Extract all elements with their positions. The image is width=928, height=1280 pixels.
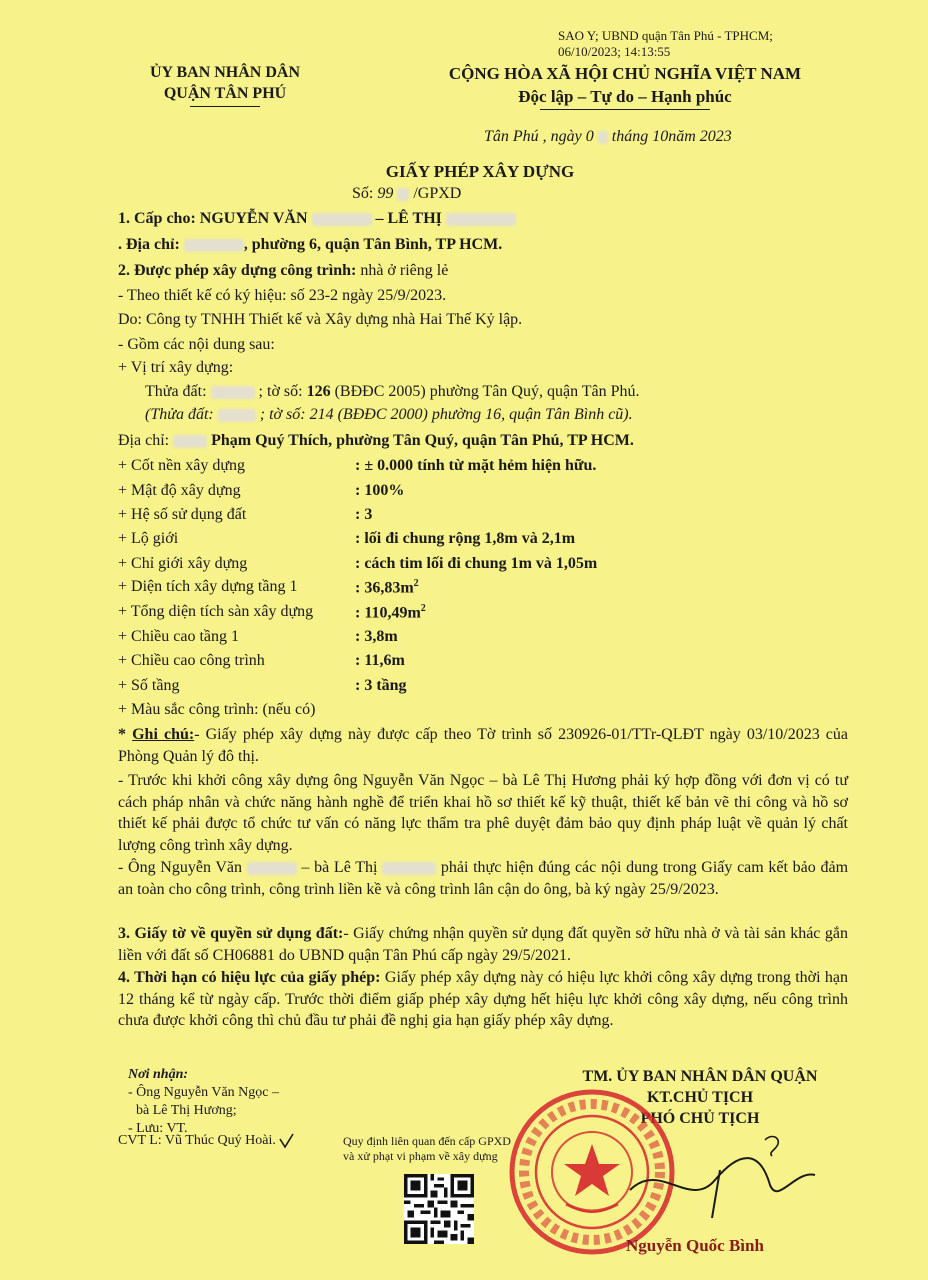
redacted-block — [598, 131, 608, 144]
agency-underline — [190, 106, 260, 107]
note-star: * — [118, 726, 126, 743]
spec-label: + Diện tích xây dựng tầng 1 — [118, 578, 298, 595]
nation-name: CỘNG HÒA XÃ HỘI CHỦ NGHĨA VIỆT NAM — [448, 64, 802, 83]
section-2-label: 2. Được phép xây dựng công trình: — [118, 262, 357, 279]
recipients-title: Nơi nhận: — [128, 1067, 189, 1082]
spec-label: + Cốt nền xây dựng — [118, 457, 246, 474]
lot-label: Thửa đất: — [145, 383, 207, 400]
spec-unit-sup: 2 — [413, 578, 419, 589]
redacted-block — [218, 409, 256, 422]
date-month-label: tháng — [611, 128, 649, 145]
signature-line2: KT.CHỦ TỊCH — [646, 1089, 754, 1106]
section-3-text: - Giấy chứng nhận quyền sử dụng đất quyền sở hữu nhà ở và tài sản khác gắn liền với đất số CH06881 do UBND quận Tân Phú cấp ngày 29/5/2021. — [118, 925, 848, 964]
clerk-name: CVT L: Vũ Thúc Quý Hoài. — [118, 1133, 276, 1149]
note-paragraph-2: - Trước khi khởi công xây dựng ông Nguyễn Văn Ngọc – bà Lê Thị Hương phải ký hợp đồng với đơn vị có tư cách pháp nhân và chức năng hành nghề để triển khai hồ sơ thiết kế kỹ thuật, thiết kế bản vẽ thi công và hồ sơ thiết kế phải được tổ chức tư vấn có năng lực thẩm tra phê duyệt đảm bảo quy định pháp luật về quản lý chất lượng công trình xây dựng. — [118, 772, 848, 854]
address-label: . Địa chỉ: — [118, 236, 180, 253]
section-2-heading — [118, 262, 448, 280]
qr-caption-line1: Quy định liên quan đến cấp GPXD — [343, 1134, 511, 1148]
section-4-text: Giấy phép xây dựng này có hiệu lực khởi công xây dựng trong thời hạn 12 tháng kể từ ngày cấp. Trước thời điểm giấp phép xây dựng hết hiệu lực khởi công xây dựng, nếu công trình chưa được khởi công thì chủ đầu tư phải đề nghị gia hạn giấy phép xây dựng. — [118, 969, 849, 1029]
spec-value: : cách tim lối đi chung 1m và 1,05m — [355, 555, 598, 572]
date-prefix: Tân Phú , ngày — [484, 128, 582, 145]
section-4 — [118, 967, 848, 1032]
redacted-block — [211, 386, 255, 399]
grantee-name-b: – LÊ THỊ — [375, 210, 442, 227]
site-label: Địa chỉ: — [118, 432, 170, 449]
recipient-line: - Lưu: VT. — [128, 1121, 188, 1136]
qr-caption-line2: và xử phạt vi phạm về xây dựng — [343, 1149, 498, 1163]
address-value: , phường 6, quận Tân Bình, TP HCM. — [243, 236, 503, 253]
construction-type: nhà ở riêng lẻ — [360, 262, 449, 279]
qr-code-icon[interactable] — [404, 1174, 474, 1244]
spec-value-text: : 110,49m — [355, 604, 421, 622]
grantee-name-a: NGUYỄN VĂN — [199, 210, 308, 227]
date-day: 0 — [585, 128, 594, 145]
lot-rest: (BĐĐC 2005) phường Tân Quý, quận Tân Phú. — [334, 383, 640, 400]
old-lot-rest: ; tờ số: 214 (BĐĐC 2000) phường 16, quận Tân Bình cũ). — [259, 406, 633, 423]
spec-value: : 3 tầng — [355, 677, 407, 694]
spec-label: + Hệ số sử dụng đất — [118, 506, 247, 523]
spec-label: + Lộ giới — [118, 530, 179, 547]
qr-caption — [343, 1134, 511, 1164]
agency-line2: QUẬN TÂN PHÚ — [163, 85, 287, 102]
motto-underline — [540, 109, 710, 110]
spec-label: + Chiều cao công trình — [118, 652, 265, 669]
issue-date — [484, 128, 732, 146]
note-text-3b: – bà Lê Thị — [301, 859, 378, 876]
permit-number — [352, 185, 461, 203]
spec-value: : 100% — [355, 482, 405, 499]
issuing-agency — [130, 62, 320, 107]
spec-value: : 11,6m — [355, 652, 405, 669]
spec-value: : ± 0.000 tính từ mặt hẻm hiện hữu. — [355, 457, 597, 474]
spec-label: + Số tầng — [118, 677, 180, 694]
includes-heading: - Gồm các nội dung sau: — [118, 336, 275, 353]
national-motto: Độc lập – Tự do – Hạnh phúc — [518, 87, 732, 106]
copy-stamp-line2: 06/10/2023; 14:13:55 — [558, 44, 671, 59]
note-label: Ghi chú: — [132, 726, 195, 743]
lot-sheet-label: ; tờ số: — [258, 383, 303, 400]
document-title: GIẤY PHÉP XÂY DỰNG — [385, 162, 575, 181]
note-paragraph-3 — [118, 857, 848, 900]
note-text-3a: - Ông Nguyễn Văn — [118, 859, 243, 876]
spec-value — [355, 578, 419, 597]
copy-stamp-line1: SAO Y; UBND quận Tân Phú - TPHCM; — [558, 28, 773, 43]
number-suffix: /GPXD — [413, 185, 462, 202]
section-4-label: 4. Thời hạn có hiệu lực của giấy phép: — [118, 969, 381, 986]
color-note: + Màu sắc công trình: (nếu có) — [118, 701, 316, 718]
agency-line1: ỦY BAN NHÂN DÂN — [149, 64, 301, 81]
redacted-block — [397, 188, 409, 201]
signature-line1: TM. ỦY BAN NHÂN DÂN QUẬN — [582, 1068, 818, 1085]
recipients-block — [128, 1066, 279, 1138]
signer-name: Nguyễn Quốc Bình — [626, 1236, 764, 1255]
number-value: 99 — [377, 185, 394, 202]
section-1-grantee — [118, 210, 516, 228]
redacted-block — [446, 213, 516, 226]
location-label: + Vị trí xây dựng: — [118, 359, 234, 376]
clerk-line — [118, 1133, 295, 1149]
date-year: năm 2023 — [668, 128, 732, 145]
grantee-address — [118, 236, 502, 254]
number-label: Số: — [352, 185, 374, 202]
clerk-initial-icon — [279, 1133, 295, 1149]
spec-label: + Tổng diện tích sàn xây dựng — [118, 603, 314, 620]
spec-label: + Chỉ giới xây dựng — [118, 555, 248, 572]
spec-value: : 3,8m — [355, 628, 398, 645]
section-3 — [118, 923, 848, 966]
handwritten-signature-icon — [620, 1130, 820, 1220]
recipient-line: bà Lê Thị Hương; — [136, 1103, 237, 1118]
site-value: Phạm Quý Thích, phường Tân Quý, quận Tân Phú, TP HCM. — [211, 432, 634, 449]
copy-stamp — [558, 28, 773, 60]
spec-unit-sup: 2 — [420, 603, 426, 614]
site-address — [118, 432, 634, 450]
spec-value: : lối đi chung rộng 1,8m và 2,1m — [355, 530, 576, 547]
designer: Do: Công ty TNHH Thiết kế và Xây dựng nhà Hai Thế Kỷ lập. — [118, 311, 523, 328]
redacted-block — [382, 862, 436, 875]
date-month: 10 — [652, 128, 669, 145]
redacted-block — [173, 435, 207, 448]
spec-label: + Mật độ xây dựng — [118, 482, 241, 499]
section-3-label: 3. Giấy tờ về quyền sử dụng đất: — [118, 925, 344, 942]
spec-label: + Chiều cao tầng 1 — [118, 628, 239, 645]
note-text-3c: phải thực hiện đúng các nội dung trong Giấy cam kết bảo đảm an toàn cho công trình, công trình liền kề và công trình lân cận do ông, bà ký ngày 25/9/2023. — [118, 859, 849, 898]
national-header — [410, 62, 840, 110]
signature-line3: PHÓ CHỦ TỊCH — [640, 1110, 760, 1127]
section-1-label: 1. Cấp cho: — [118, 210, 196, 227]
lot-sheet-number: 126 — [306, 383, 331, 400]
spec-value: : 3 — [355, 506, 373, 523]
redacted-block — [247, 862, 297, 875]
lot-info — [145, 383, 640, 401]
spec-value — [355, 603, 426, 622]
old-lot-info — [145, 406, 633, 424]
recipient-line: - Ông Nguyễn Văn Ngọc – — [128, 1085, 279, 1100]
old-lot-label: (Thửa đất: — [145, 406, 214, 423]
redacted-block — [184, 239, 244, 252]
spec-value-text: : 36,83m — [355, 579, 414, 597]
design-reference: - Theo thiết kế có ký hiệu: số 23-2 ngày 25/9/2023. — [118, 287, 447, 304]
note-text-1: - Giấy phép xây dựng này được cấp theo Tờ trình số 230926-01/TTr-QLĐT ngày 03/10/2023 của Phòng Quản lý đô thị. — [118, 726, 849, 765]
note-paragraph-1 — [118, 724, 848, 767]
redacted-block — [312, 213, 372, 226]
